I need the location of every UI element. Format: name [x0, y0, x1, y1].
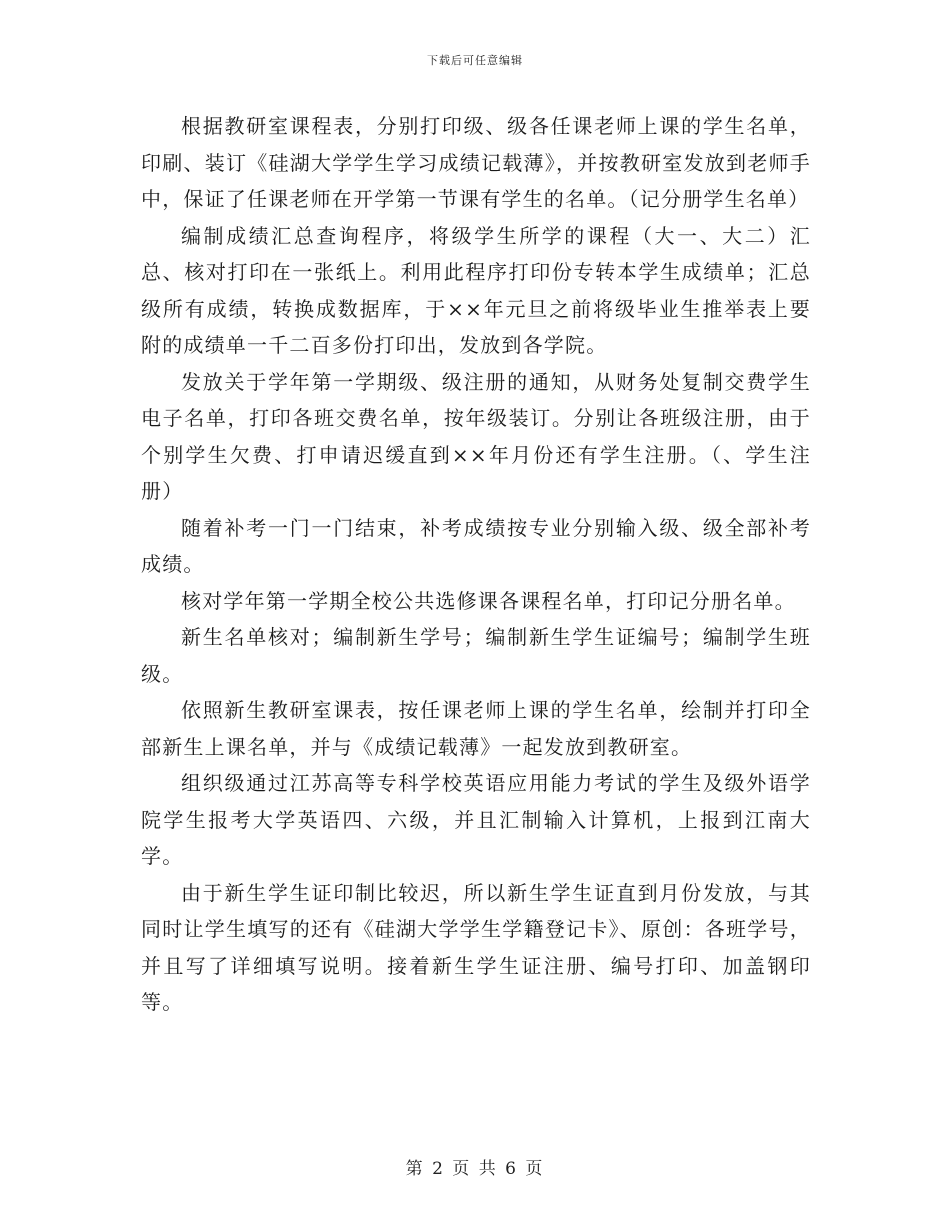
paragraph-grade-summary: 编制成绩汇总查询程序，将级学生所学的课程（大一、大二）汇总、核对打印在一张纸上。利用此程序打印份专转本学生成绩单；汇总级所有成绩，转换成数据库，于××年元旦之前将级毕业生推举表上要附的成绩单一千二百多份打印出，发放到各学院。	[141, 223, 811, 357]
page-number-footer: 第 2 页 共 6 页	[405, 1159, 545, 1179]
paragraph-student-id-cards: 由于新生学生证印制比较迟，所以新生学生证直到月份发放，与其同时让学生填写的还有《硅湖大学学生学籍登记卡》、原创：各班学号，并且写了详细填写说明。接着新生学生证注册、编号打印、加盖钢印等。	[141, 880, 811, 1014]
paragraph-english-exams: 组织级通过江苏高等专科学校英语应用能力考试的学生及级外语学院学生报考大学英语四、六级，并且汇制输入计算机，上报到江南大学。	[141, 771, 811, 868]
paragraph-makeup-exams: 随着补考一门一门结束，补考成绩按专业分别输入级、级全部补考成绩。	[141, 515, 811, 576]
paragraph-new-student-numbers: 新生名单核对；编制新生学号；编制新生学生证编号；编制学生班级。	[141, 625, 811, 686]
paragraph-class-lists: 根据教研室课程表，分别打印级、级各任课老师上课的学生名单，印刷、装订《硅湖大学学生学习成绩记载薄》，并按教研室发放到老师手中，保证了任课老师在开学第一节课有学生的名单。（记分册学生名单）	[141, 114, 811, 211]
paragraph-elective-lists: 核对学年第一学期全校公共选修课各课程名单，打印记分册名单。	[181, 588, 796, 613]
page-header: 下载后可任意编辑	[427, 54, 523, 67]
paragraph-registration-notice: 发放关于学年第一学期级、级注册的通知，从财务处复制交费学生电子名单，打印各班交费名单，按年级装订。分别让各班级注册，由于个别学生欠费、打申请迟缓直到××年月份还有学生注册。（、学生注册）	[141, 369, 811, 503]
document-body	[141, 108, 811, 1021]
paragraph-new-student-class-lists: 依照新生教研室课表，按任课老师上课的学生名单，绘制并打印全部新生上课名单，并与《成绩记载薄》一起发放到教研室。	[141, 698, 811, 759]
